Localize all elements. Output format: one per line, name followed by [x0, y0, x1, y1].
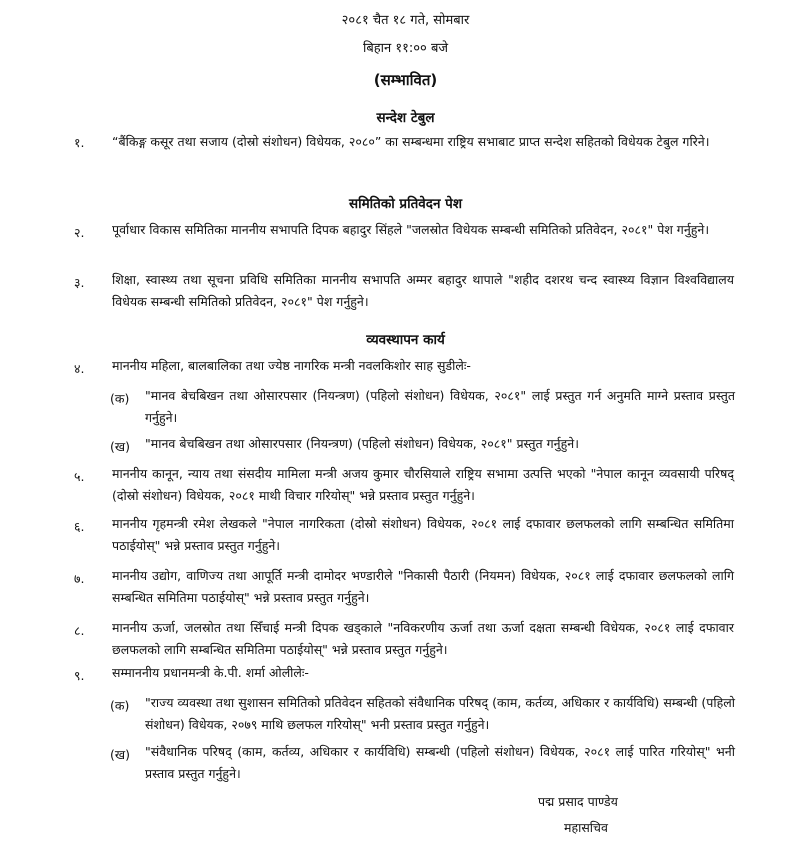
- agenda-item-text: माननीय उद्योग, वाणिज्य तथा आपूर्ति मन्त्री दामोदर भण्डारीले "निकासी पैठारी (नियमन) विधेयक, २०८१ लाई दफावार छलफलको लागि सम्बन्धित समितिमा पठाईयोस्" भन्ने प्रस्ताव प्रस्तुत गर्नुहुने।: [112, 568, 734, 605]
- sub-item-text: "मानव बेचबिखन तथा ओसारपसार (नियन्त्रण) (पहिलो संशोधन) विधेयक, २०८१" लाई प्रस्तुत गर्न अनुमति माग्ने प्रस्ताव प्रस्तुत गर्नुहुने।: [145, 388, 735, 425]
- agenda-item-text: माननीय महिला, बालबालिका तथा ज्येष्ठ नागरिक मन्त्री नवलकिशोर साह सुडीलेः-: [112, 358, 471, 373]
- item-number: २.: [74, 225, 85, 240]
- agenda-item-text: सम्माननीय प्रधानमन्त्री के.पी. शर्मा ओलीलेः-: [112, 665, 309, 680]
- signatory-title: महासचिव: [564, 820, 608, 835]
- agenda-item-text: “बैंकिङ्ग कसूर तथा सजाय (दोस्रो संशोधन) विधेयक, २०८०” का सम्बन्धमा राष्ट्रिय सभाबाट प्राप्त सन्देश सहितको विधेयक टेबुल गरिने।: [112, 134, 710, 149]
- item-number: ५.: [74, 469, 85, 484]
- sub-item-text: "राज्य व्यवस्था तथा सुशासन समितिको प्रतिवेदन सहितको संवैधानिक परिषद् (काम, कर्तव्य, अधिकार र कार्यविधि) सम्बन्धी (पहिलो संशोधन) विधेयक, २०७९ माथि छलफल गरियोस्" भनी प्रस्ताव प्रस्तुत गर्नुहुने।: [145, 695, 735, 732]
- sub-item-label: (ख): [110, 747, 130, 762]
- agenda-item-text: माननीय गृहमन्त्री रमेश लेखकले "नेपाल नागरिकता (दोस्रो संशोधन) विधेयक, २०८१ लाई दफावार छलफलको लागि सम्बन्धित समितिमा पठाईयोस्" भन्ने प्रस्ताव प्रस्तुत गर्नुहुने।: [112, 516, 734, 553]
- sub-item-text: "संवैधानिक परिषद् (काम, कर्तव्य, अधिकार र कार्यविधि) सम्बन्धी (पहिलो संशोधन) विधेयक, २०८१ लाई पारित गरियोस्" भनी प्रस्ताव प्रस्तुत गर्नुहुने।: [145, 744, 735, 781]
- sub-item-text: "मानव बेचबिखन तथा ओसारपसार (नियन्त्रण) (पहिलो संशोधन) विधेयक, २०८१" प्रस्तुत गर्नुहुने।: [145, 436, 579, 451]
- item-number: ९.: [74, 668, 85, 683]
- agenda-item-text: शिक्षा, स्वास्थ्य तथा सूचना प्रविधि समितिका माननीय सभापति अम्मर बहादुर थापाले "शहीद दशरथ चन्द स्वास्थ्य विज्ञान विश्वविद्यालय विधेयक सम्बन्धी समितिको प्रतिवेदन, २०८१" पेश गर्नुहुने।: [112, 272, 734, 309]
- meeting-date: २०८१ चैत १८ गते, सोमबार: [341, 13, 470, 28]
- item-number: ३.: [74, 275, 85, 290]
- meeting-time: बिहान ११:०० बजे: [362, 41, 449, 56]
- item-number: १.: [74, 135, 85, 150]
- agenda-item-text: माननीय कानून, न्याय तथा संसदीय मामिला मन्त्री अजय कुमार चौरसियाले राष्ट्रिय सभामा उत्पत्ति भएको "नेपाल कानून व्यवसायी परिषद् (दोस्रो संशोधन) विधेयक, २०८१ माथी विचार गरियोस्" भन्ने प्रस्ताव प्रस्तुत गर्नुहुने।: [112, 466, 734, 503]
- item-number: ७.: [74, 571, 85, 586]
- section-heading-message-table: सन्देश टेबुल: [376, 110, 435, 126]
- tentative-label: (सम्भावित): [373, 71, 438, 89]
- signatory-name: पद्म प्रसाद पाण्डेय: [538, 794, 618, 809]
- agenda-item-text: पूर्वाधार विकास समितिका माननीय सभापति दिपक बहादुर सिंहले "जलस्रोत विधेयक सम्बन्धी समितिको प्रतिवेदन, २०८१" पेश गर्नुहुने।: [112, 222, 710, 237]
- sub-item-label: (क): [110, 698, 130, 713]
- section-heading-legislative: व्यवस्थापन कार्य: [366, 332, 445, 348]
- sub-item-label: (क): [110, 391, 130, 406]
- item-number: ६.: [74, 519, 85, 534]
- item-number: ४.: [74, 361, 85, 376]
- sub-item-label: (ख): [110, 439, 130, 454]
- item-number: ८.: [74, 623, 85, 638]
- section-heading-committee-report: समितिको प्रतिवेदन पेश: [348, 196, 463, 212]
- agenda-item-text: माननीय ऊर्जा, जलस्रोत तथा सिँचाई मन्त्री दिपक खड्काले "नविकरणीय ऊर्जा तथा ऊर्जा दक्षता सम्बन्धी विधेयक, २०८१ लाई दफावार छलफलको लागि सम्बन्धित समितिमा पठाईयोस्" भन्ने प्रस्ताव प्रस्तुत गर्नुहुने।: [112, 620, 734, 657]
